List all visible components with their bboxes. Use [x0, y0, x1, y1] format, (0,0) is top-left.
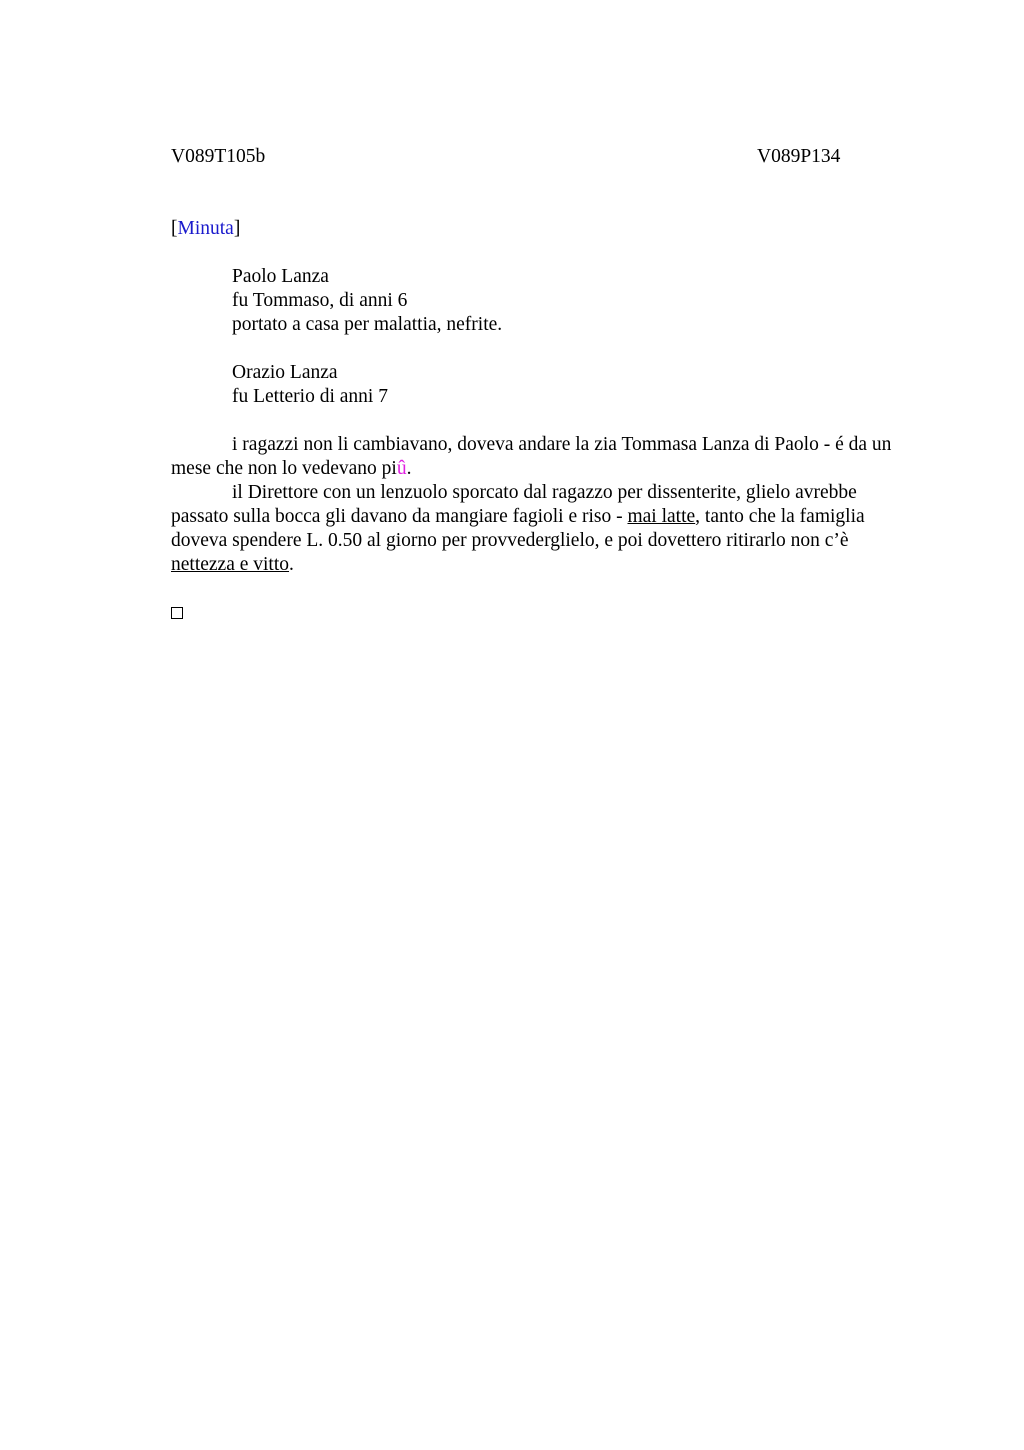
open-bracket: [: [171, 218, 178, 239]
paragraph-1-end: .: [406, 458, 412, 479]
paragraph-2-part-2: , tanto che la famiglia doveva spendere L. 0.50 al giorno per provvederglielo, e poi dovettero ritirarlo non c’è: [171, 506, 865, 551]
body-text: [171, 433, 911, 577]
document-code-left: V089T105b: [171, 146, 266, 167]
paragraph-2-part-1: il Direttore con un lenzuolo sporcato dal ragazzo per dissenterite, glielo avrebbe passato sulla bocca gli davano da mangiare fagioli e riso -: [171, 482, 857, 527]
minuta-word: Minuta: [177, 218, 234, 239]
underlined-phrase-nettezza-e-vitto: nettezza e vitto: [171, 554, 290, 575]
underlined-phrase-mai-latte: mai latte: [627, 506, 696, 527]
entry-line: Orazio Lanza: [232, 362, 338, 383]
paragraph-2: [171, 481, 911, 577]
entry-orazio-lanza: [232, 361, 911, 409]
document-code-right: V089P134: [757, 146, 841, 167]
entry-line: fu Tommaso, di anni 6: [232, 290, 408, 311]
entry-line: fu Letterio di anni 7: [232, 386, 388, 407]
entry-line: Paolo Lanza: [232, 266, 329, 287]
document-page: [171, 145, 911, 626]
end-marker: [171, 577, 911, 626]
close-bracket: ]: [233, 218, 241, 239]
highlighted-character: û: [396, 458, 407, 479]
paragraph-1: [171, 433, 911, 481]
paragraph-1-text: i ragazzi non li cambiavano, doveva andare la zia Tommasa Lanza di Paolo - é da un mese che non lo vedevano pi: [171, 434, 892, 479]
square-outline-icon: [171, 607, 183, 619]
entry-line: portato a casa per malattia, nefrite.: [232, 314, 503, 335]
entry-paolo-lanza: [232, 265, 911, 337]
minuta-label: [171, 217, 911, 241]
document-header: [171, 145, 911, 169]
paragraph-2-part-3: .: [289, 554, 294, 575]
